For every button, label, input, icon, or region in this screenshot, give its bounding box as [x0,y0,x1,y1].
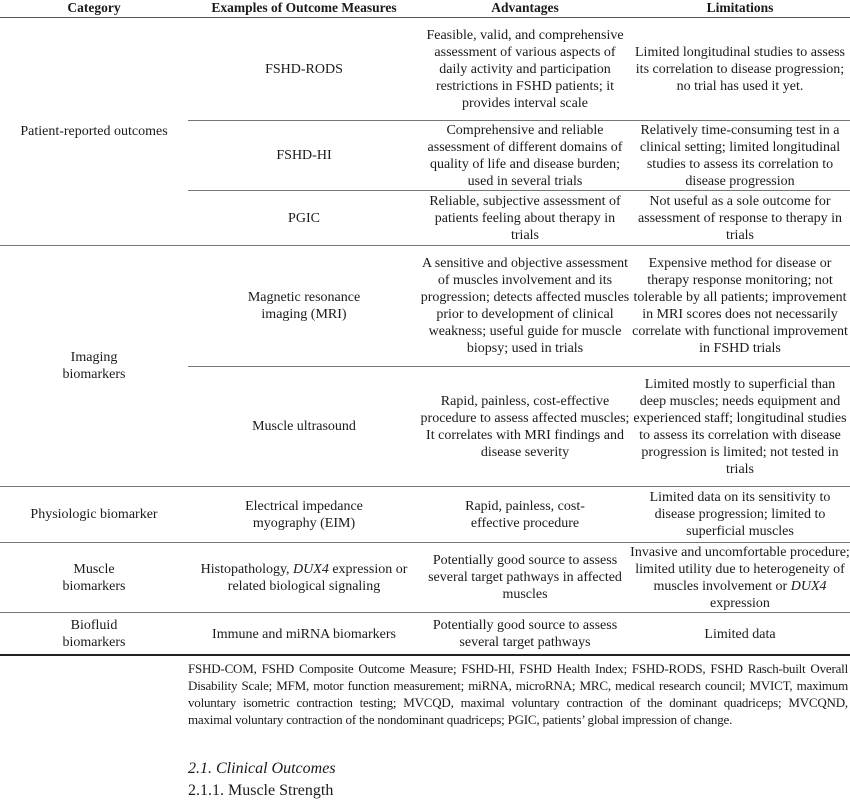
limitations-cell [630,543,850,612]
advantages-cell: Rapid, painless, cost-effective procedure to assess affected muscles; It correlates with MRI findings and disease severity [420,393,630,460]
measure-cell [188,543,420,612]
limitations-cell: Relatively time-consuming test in a clinical setting; limited longitudinal studies to assess its correlation to disease progression [639,122,841,189]
category-imaging [0,246,188,486]
limitations-label [630,544,850,612]
section-heading-2-1-1: 2.1.1. Muscle Strength [188,782,334,799]
advantages-cell: A sensitive and objective assessment of muscles involvement and its progression; detects affected muscles prior to development of clinical weakness; useful guide for muscle biopsy; used in trials [420,256,630,356]
category-label: Biofluid biomarkers [62,618,126,650]
limitations-cell: Limited longitudinal studies to assess its correlation to disease progression; no trial has used it yet. [635,44,845,94]
category-label: Muscle biomarkers [62,561,126,594]
advantages-cell: Comprehensive and reliable assessment of different domains of quality of life and disease burden; used in several trials [427,122,623,189]
limitations-cell: Not useful as a sole outcome for assessment of response to therapy in trials [637,193,843,243]
measure-label [199,561,409,595]
header-examples: Examples of Outcome Measures [211,0,397,15]
advantages-cell: Reliable, subjective assessment of patients feeling about therapy in trials [429,193,621,243]
measure-cell [188,246,420,366]
section-heading-2-1: 2.1. Clinical Outcomes [188,760,336,777]
table-footnote: FSHD-COM, FSHD Composite Outcome Measure; FSHD-HI, FSHD Health Index; FSHD-RODS, FSHD Rasch-built Overall Disability Scale; MFM, motor function measurement; miRNA, microRNA; MRC, medical research council; MVICT, maximum voluntary isometric contraction testing; MVCQD, maximal voluntary contraction of the dominant quadriceps; MVCQND, maximal voluntary contraction of the nondominant quadriceps; PGIC, patients’ global impression of change. [188,661,848,727]
limitations-cell: Limited data [704,626,776,642]
measure-text: expression or related biological signaling [227,561,408,594]
advantages-cell: Potentially good source to assess several target pathways [432,618,618,650]
limitations-cell: Expensive method for disease or therapy response monitoring; not tolerable by all patients; improvement in MRI scores does not necessarily correlate with functional improvement in FSHD trials [632,256,848,356]
gene-name: DUX4 [293,561,329,577]
limitations-cell: Limited data on its sensitivity to disease progression; limited to superficial muscles [649,490,831,539]
advantages-cell: Potentially good source to assess several target pathways in affected muscles [428,553,622,602]
gene-name: DUX4 [790,578,827,594]
measure-label: Magnetic resonance imaging (MRI) [247,290,361,322]
measure-cell: PGIC [288,210,320,226]
measure-cell [188,487,420,542]
table-bottom-rule [0,654,850,656]
table-header-row [0,0,850,18]
header-limitations: Limitations [706,0,774,15]
limitations-text: expression [710,595,770,611]
category-patient-reported: Patient-reported outcomes [20,124,168,139]
measure-cell: Muscle ultrasound [252,419,356,434]
measure-cell: FSHD-HI [276,148,332,163]
advantages-label: Rapid, painless, cost-effective procedure [465,498,585,531]
advantages-cell: Feasible, valid, and comprehensive assessment of various aspects of daily activity and participation restrictions in FSHD patients; it provides interval scale [426,27,624,111]
measure-cell: FSHD-RODS [265,61,343,77]
limitations-text: Invasive and uncomfortable procedure; limited utility due to heterogeneity of muscles involvement or [630,544,850,594]
category-muscle [0,543,188,612]
limitations-cell: Limited mostly to superficial than deep muscles; needs equipment and experienced staff; longitudinal studies to assess its correlation with disease progression is limited; not tested in trials [633,376,847,477]
advantages-cell [420,487,630,542]
header-category: Category [67,0,121,15]
measure-cell: Immune and miRNA biomarkers [212,626,396,642]
category-physiologic: Physiologic biomarker [30,507,158,522]
category-biofluid [0,613,188,655]
category-label: Imaging biomarkers [62,350,126,382]
measure-label: Electrical impedance myography (EIM) [245,498,363,531]
measure-text: Histopathology, [200,561,294,577]
header-advantages: Advantages [491,0,559,15]
